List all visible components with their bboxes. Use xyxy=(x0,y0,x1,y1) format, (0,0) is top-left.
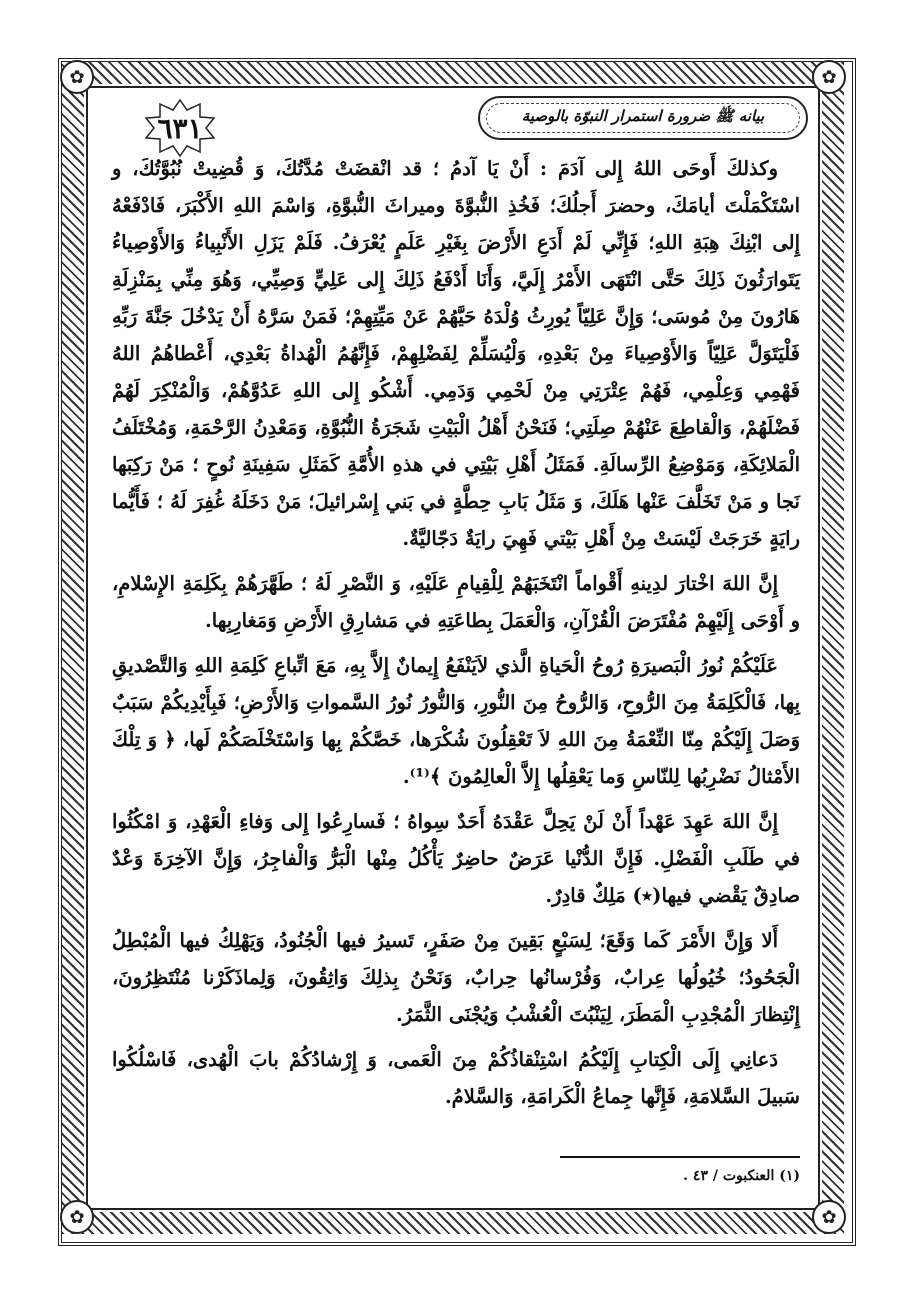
paragraph: عَلَيْكُمْ نُورُ الْبَصيرَةِ رُوحُ الْحَياةِ الَّذي لاَيَنْفَعُ إِيمانٌ إِلاَّ بِهِ، مَعَ اتِّباعِ كَلِمَةِ اللهِ وَالتَّصْديقِ بِها، فَالْكَلِمَةُ مِنَ الرُّوحِ، وَالرُّوحُ مِنَ النُّورِ، وَالنُّورُ نُورُ السَّمواتِ وَالأَرْضِ؛ فَبِأَيْدِيكُمْ سَبَبٌ وَصَلَ إِلَيْكُمْ مِنّا النِّعْمَةُ مِنَ اللهِ لاَ تَعْقِلُونَ شُكْرَها، خَصَّكُمْ بِها وَاسْتَخْلَصَكُمْ لَها، ﴿ وَ تِلْكَ الأَمْثالُ نَضْرِبُها لِلنّاسِ وَما يَعْقِلُها إِلاَّ الْعالِمُونَ ﴾⁽¹⁾. xyxy=(112,654,800,788)
page-number-badge xyxy=(140,98,220,158)
corner-ornament-icon: ✿ xyxy=(812,1200,846,1234)
paragraph: دَعانِي إِلَى الْكِتابِ إِلَيْكُمُ اسْتِنْقاذُكُمْ مِنَ الْعَمى، وَ إِرْشادُكُمْ بابَ الْهُدى، فَاسْلُكُوا سَبيلَ السَّلامَةِ، فَإِنَّها جِماعُ الْكَرامَةِ، وَالسَّلامُ. xyxy=(112,1048,800,1108)
chapter-header xyxy=(478,96,808,140)
corner-ornament-icon: ✿ xyxy=(60,60,94,94)
main-text xyxy=(112,150,800,1123)
page-number: ٦٣١ xyxy=(157,111,203,145)
paragraph: أَلا وَإِنَّ الأَمْرَ كَما وَقَعَ؛ لِسَبْعٍ بَقِينَ مِنْ صَفَرٍ، تَسيرُ فيها الْجُنُودُ، وَيَهْلِكُ فيها الْمُبْطِلُ الْجَحُودُ؛ خُيُولُها عِرابٌ، وَفُرْسانُها حِرابٌ، وَنَحْنُ بِذلِكَ وَاثِقُونَ، وَلِماذَكَرْنا مُنْتَظِرُونَ، إِنْتِظارَ الْمُجْدِبِ الْمَطَرَ، لِيَنْبُتَ الْعُشْبُ وَيُجْنَى الثَّمَرُ. xyxy=(112,929,800,1026)
footnote: (١) العنكبوت / ٤٣ . xyxy=(683,1168,800,1184)
corner-ornament-icon: ✿ xyxy=(812,60,846,94)
chapter-title: بيانه ﷺ ضرورة استمرار النبوّة بالوصية xyxy=(521,107,765,125)
corner-ornament-icon: ✿ xyxy=(60,1200,94,1234)
paragraph: إِنَّ اللهَ عَهِدَ عَهْداً أَنْ لَنْ يَحِلَّ عَقْدَهُ أَحَدٌ سِواهُ ؛ فَسارِعُوا إِلى وَفاءِ الْعَهْدِ، وَ امْكُثُوا في طَلَبِ الْفَضْلِ. فَإِنَّ الدُّنْيا عَرَضٌ حاضِرٌ يَأْكُلُ مِنْها الْبَرُّ وَالْفاجِرُ، وَإِنَّ الآخِرَةَ وَعْدٌ صادِقٌ يَقْضي فيها(٭) مَلِكٌ قادِرٌ. xyxy=(112,810,800,907)
paragraph: وكذلكَ أَوحَى اللهُ إِلى آدَمَ : أَنْ يَا آدمُ ؛ قد انْقضَتْ مُدَّتُكَ، وَ قُضِيتْ نُبُوَّتُكَ، و اسْتَكْمَلْتَ أيامَكَ، وحضرَ أَجلُكَ؛ فَخُذِ النُّبوَّةَ وميراثَ النُّبوَّةِ، وَاسْمَ اللهِ الأَكْبَرَ، فَادْفَعْهُ إِلى ابْنِكَ هِبَةِ اللهِ؛ فَإِنِّي لَمْ أَدَعِ الأَرْضَ بِغَيْرِ عَلَمٍ يُعْرَفُ. فَلَمْ يَزَلِ الأَنْبِياءُ وَالأَوْصِياءُ يَتَوارَثُونَ ذَلِكَ حَتَّى انْتَهَى الأَمْرُ إِلَيَّ، وَأَنَا أَدْفَعُ ذَلِكَ إِلى عَلِيٍّ وَصِيِّي، وَهُوَ مِنِّي بِمَنْزِلَةِ هَارُونَ مِنْ مُوسَى؛ وَإِنَّ عَلِيّاً يُورِثُ وُلْدَهُ حَيَّهُمْ عَنْ مَيِّتِهِمْ؛ فَمَنْ سَرَّهُ أَنْ يَدْخُلَ جَنَّةَ رَبِّهِ فَلْيَتَوَلَّ عَلِيّاً وَالأَوْصِياءَ مِنْ بَعْدِهِ، وَلْيُسَلِّمْ لِفَضْلِهِمْ، فَإِنَّهُمُ الْهُداةُ بَعْدِي، أَعْطاهُمُ اللهُ فَهْمِي وَعِلْمِي، فَهُمْ عِتْرَتِي مِنْ لَحْمِي وَدَمِي. أَشْكُو إِلى اللهِ عَدُوَّهُمْ، وَالْمُنْكِرَ لَهُمْ فَضْلَهُمْ، وَالْقاطِعَ عَنْهُمْ صِلَتِي؛ فَنَحْنُ أَهْلُ الْبَيْتِ شَجَرَةُ النُّبُوَّةِ، وَمَعْدِنُ الرَّحْمَةِ، وَمُخْتَلَفُ الْمَلائِكَةِ، وَمَوْضِعُ الرِّسالَةِ. فَمَثَلُ أَهْلِ بَيْتِي في هذهِ الأُمَّةِ كَمَثَلِ سَفِينَةِ نُوحٍ ؛ مَنْ رَكِبَها نَجا و مَنْ تَخَلَّفَ عَنْها هَلَكَ، وَ مَثَلُ بَابِ حِطَّةٍ في بَني إِسْرائيلَ؛ مَنْ دَخَلَهُ غُفِرَ لَهُ ؛ فَأَيُّما رايَةٍ خَرَجَتْ لَيْسَتْ مِنْ أَهْلِ بَيْتي فَهِيَ رايَةٌ دَجّاليَّةٌ. xyxy=(112,157,800,550)
footnote-divider xyxy=(560,1156,800,1158)
paragraph: إِنَّ اللهَ اخْتارَ لدِينهِ أَقْواماً انْتَخَبَهُمْ لِلْقِيامِ عَلَيْهِ، وَ النَّصْرِ لَهُ ؛ طَهَّرَهُمْ بِكَلِمَةِ الإِسْلامِ، و أَوْحَى إِلَيْهِمْ مُفْتَرَضَ الْقُرْآنِ، وَالْعَمَلَ بِطاعَتِهِ في مَشارِقِ الأَرْضِ وَمَغارِبِها. xyxy=(112,572,800,632)
